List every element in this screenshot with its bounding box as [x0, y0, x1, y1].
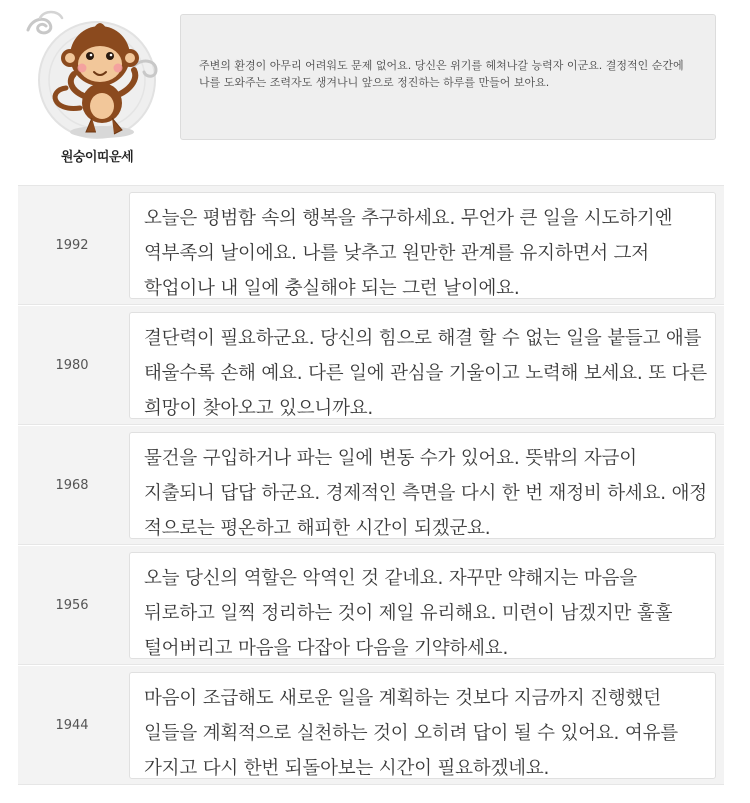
- monkey-mascot-icon: [22, 8, 172, 148]
- intro-text: 주변의 환경이 아무리 어려워도 문제 없어요. 당신은 위기를 헤쳐나갈 능력자 이군요. 결정적인 순간에 나를 도와주는 조력자도 생겨나니 앞으로 정진하는 하루를 만들어 보아요.: [199, 59, 684, 89]
- fortune-text: 마음이 조급해도 새로운 일을 계획하는 것보다 지금까지 진행했던 일들을 계획적으로 실천하는 것이 오히려 답이 될 수 있어요. 여유를 가지고 다시 한번 되돌아보는 시간이 필요하겠네요.: [129, 672, 716, 779]
- monkey-mascot: [22, 8, 172, 168]
- fortune-row: [18, 306, 724, 425]
- fortune-text: 오늘은 평범함 속의 행복을 추구하세요. 무언가 큰 일을 시도하기엔 역부족의 날이에요. 나를 낮추고 원만한 관계를 유지하면서 그저 학업이나 내 일에 충실해야 되는 그런 날이에요.: [129, 192, 716, 299]
- fortune-row: [18, 666, 724, 785]
- birth-year: 1944: [55, 717, 89, 733]
- birth-year: 1968: [55, 477, 89, 493]
- page-header: [0, 0, 750, 170]
- fortune-row: [18, 546, 724, 665]
- mascot-label: 원숭이띠운세: [60, 150, 134, 165]
- birth-year: 1980: [55, 357, 89, 373]
- intro-box: [180, 14, 716, 140]
- fortune-text: 물건을 구입하거나 파는 일에 변동 수가 있어요. 뜻밖의 자금이 지출되니 답답 하군요. 경제적인 측면을 다시 한 번 재정비 하세요. 애정 적으로는 평온하고 해피한 시간이 되겠군요.: [129, 432, 716, 539]
- birth-year: 1956: [55, 597, 89, 613]
- fortune-row: [18, 186, 724, 305]
- fortune-row: [18, 426, 724, 545]
- fortune-list: [18, 185, 724, 786]
- fortune-text: 오늘 당신의 역할은 악역인 것 같네요. 자꾸만 약해지는 마음을 뒤로하고 일찍 정리하는 것이 제일 유리해요. 미련이 남겠지만 훌훌 털어버리고 마음을 다잡아 다음을 기약하세요.: [129, 552, 716, 659]
- birth-year: 1992: [55, 237, 89, 253]
- fortune-text: 결단력이 필요하군요. 당신의 힘으로 해결 할 수 없는 일을 붙들고 애를 태울수록 손해 예요. 다른 일에 관심을 기울이고 노력해 보세요. 또 다른 희망이 찾아오고 있으니까요.: [129, 312, 716, 419]
